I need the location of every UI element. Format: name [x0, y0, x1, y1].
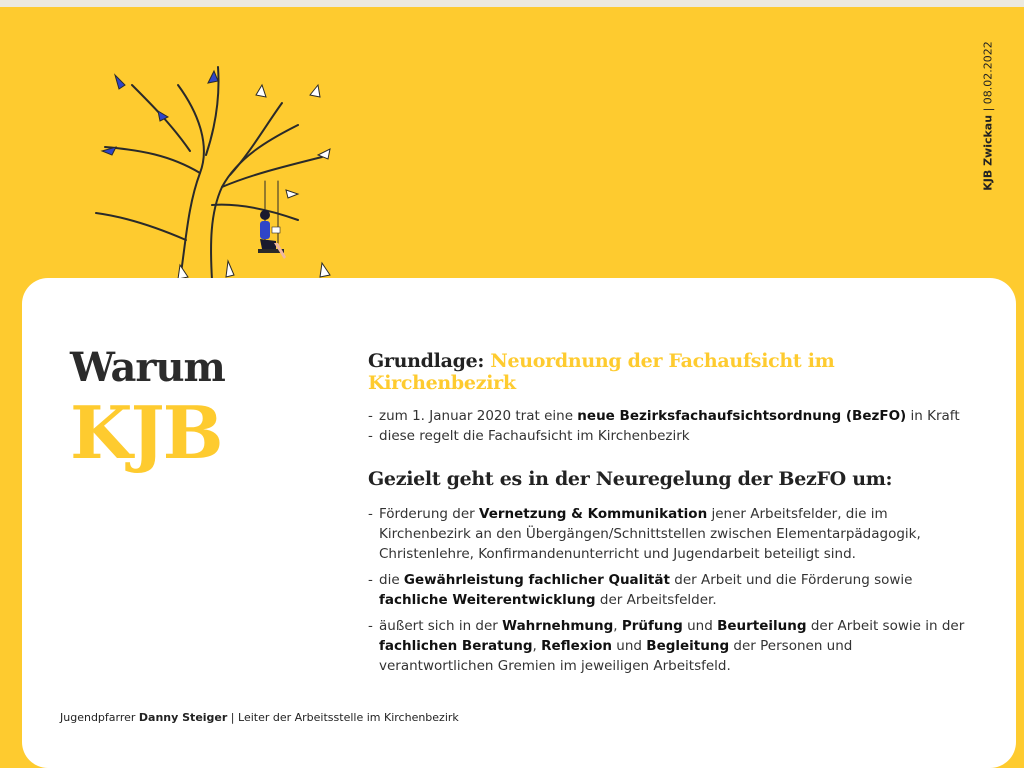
footer-credit: [60, 711, 459, 724]
footer-name: Danny Steiger: [138, 711, 228, 724]
swing-girl-icon: [258, 210, 286, 259]
side-label: [976, 40, 1000, 192]
main-content: [368, 350, 968, 676]
tree-illustration: [60, 55, 360, 283]
list-item: - Förderung der Vernetzung & Kommunikation jener Arbeitsfelder, die im Kirchenbezirk an den Übergängen/Schnittstellen zwischen Elementarpädagogik, Christenlehre, Konfirmandenunterricht und Jugendarbeit beteiligt sind.: [368, 506, 921, 562]
title-warum: Warum: [70, 344, 225, 391]
leaf-icon: [256, 85, 266, 97]
leaf-icon: [226, 261, 234, 277]
footer-role: Jugendpfarrer: [60, 711, 139, 724]
footer-rest: | Leiter der Arbeitsstelle im Kirchenbezirk: [227, 711, 459, 724]
section2-list: [368, 504, 968, 676]
side-label-separator: |: [981, 104, 995, 115]
leaf-icon: [208, 71, 218, 83]
section2-heading: Gezielt geht es in der Neuregelung der BezFO um:: [368, 468, 893, 490]
title-kjb: KJB: [70, 390, 222, 475]
leaf-icon: [320, 263, 330, 277]
list-item: - zum 1. Januar 2020 trat eine neue Bezirksfachaufsichtsordnung (BezFO) in Kraft: [368, 408, 960, 424]
leaf-icon: [310, 85, 320, 97]
section1-heading: [368, 350, 968, 394]
list-item: - diese regelt die Fachaufsicht im Kirchenbezirk: [368, 428, 690, 444]
section1-heading-accent: Neuordnung der Fachaufsicht im Kirchenbezirk: [368, 350, 835, 394]
leaf-icon: [178, 265, 188, 279]
leaf-icon: [286, 190, 298, 198]
side-label-org: KJB Zwickau: [981, 114, 995, 191]
leaf-icon: [115, 75, 125, 89]
list-item: - äußert sich in der Wahrnehmung, Prüfung und Beurteilung der Arbeit sowie in der fachlichen Beratung, Reflexion und Begleitung der Personen und verantwortlichen Gremien im jeweiligen Arbeitsfeld.: [368, 618, 965, 674]
top-edge-strip: [0, 0, 1024, 7]
section1-heading-prefix: Grundlage:: [368, 350, 491, 372]
section1-list: [368, 406, 968, 446]
leaf-icon: [158, 111, 168, 121]
list-item: - die Gewährleistung fachlicher Qualität der Arbeit und die Förderung sowie fachliche Weiterentwicklung der Arbeitsfelder.: [368, 572, 913, 608]
side-label-date: 08.02.2022: [981, 41, 995, 105]
